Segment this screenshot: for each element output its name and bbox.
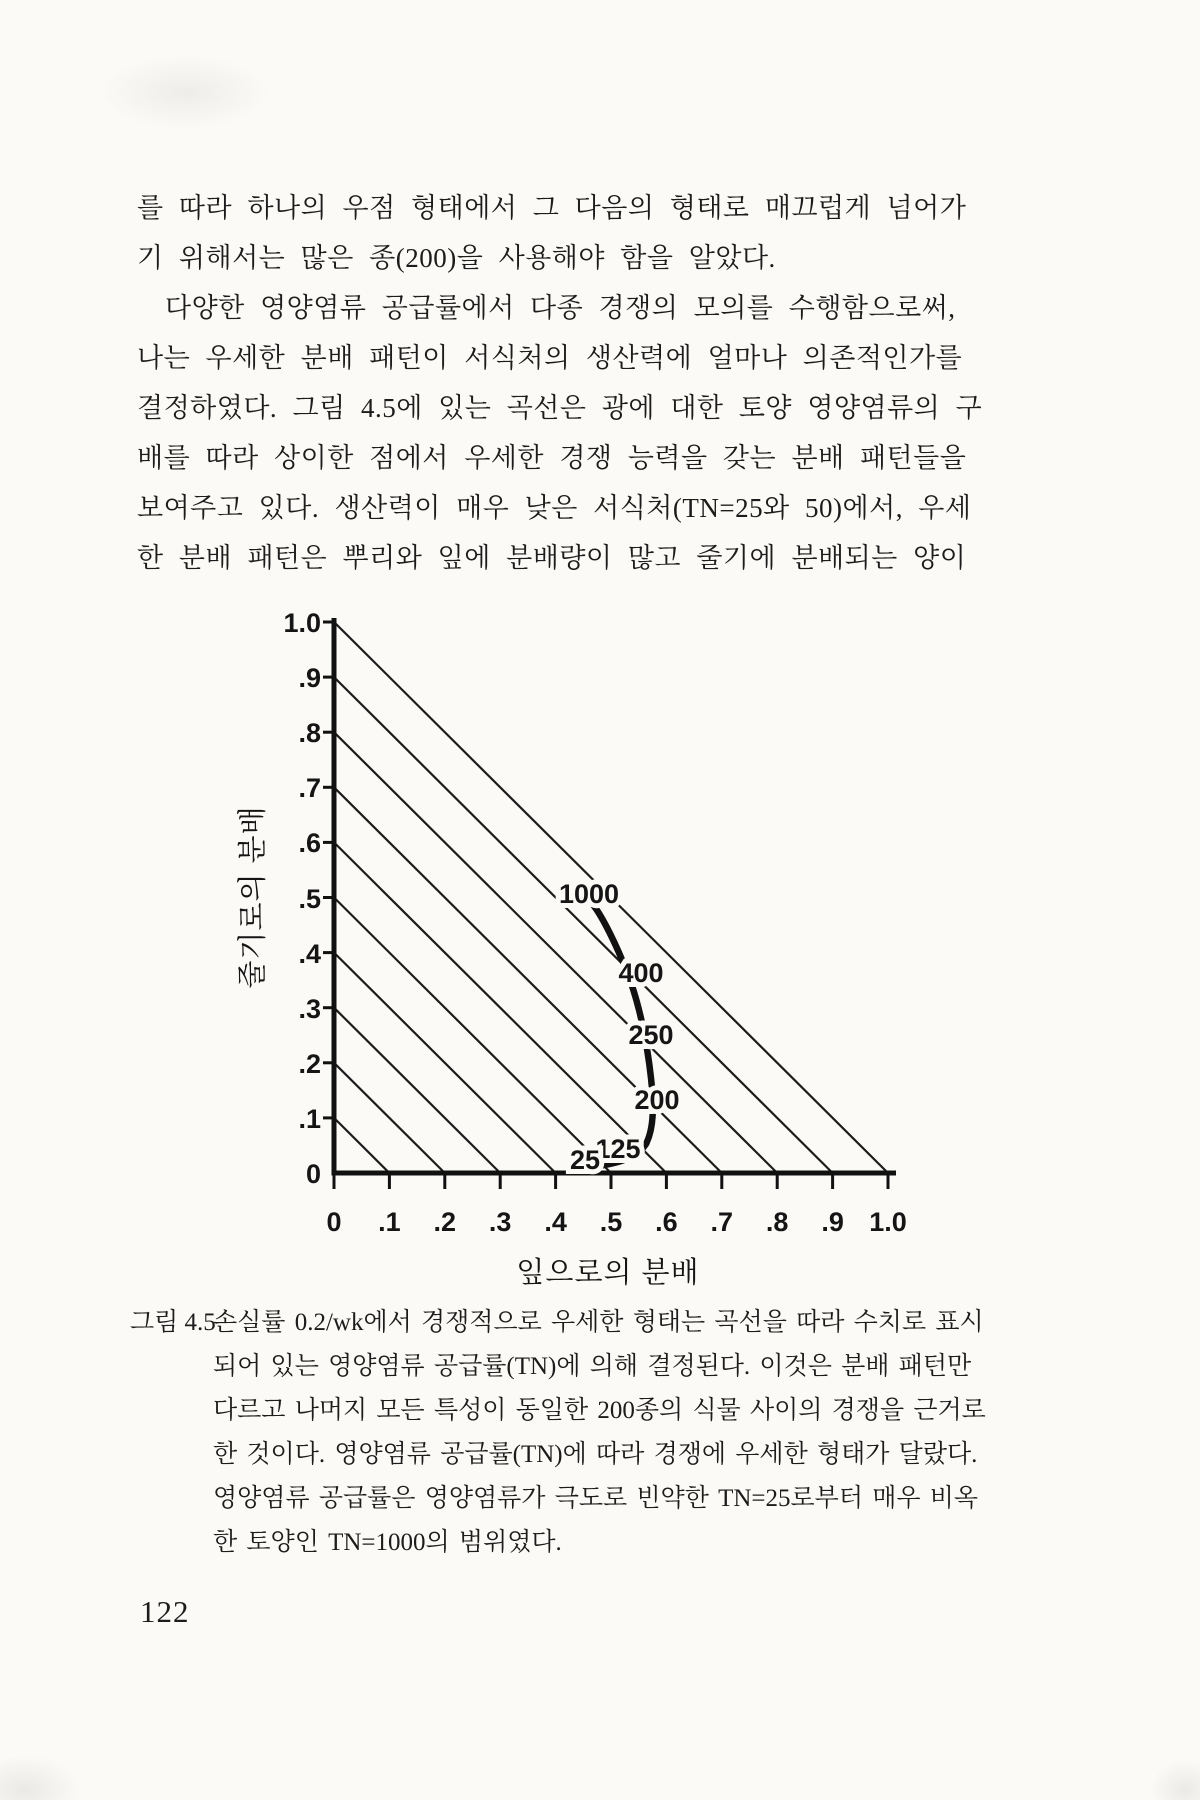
body-line: 한 분배 패턴은 뿌리와 잎에 분배량이 많고 줄기에 분배되는 양이 <box>137 543 967 573</box>
figure-caption-text <box>213 1301 1010 1565</box>
x-tick-label: .8 <box>765 1207 789 1237</box>
curve-label-25: 25 <box>569 1145 601 1175</box>
curve-label-1000: 1000 <box>558 879 620 909</box>
x-tick-label: .6 <box>655 1207 678 1237</box>
body-line: 결정하였다. 그림 4.5에 있는 곡선은 광에 대한 토양 영양염류의 구 <box>137 393 983 423</box>
x-axis-ticks <box>334 1175 888 1189</box>
x-tick-label: .1 <box>378 1207 401 1237</box>
y-tick-label: .9 <box>298 663 321 693</box>
x-axis-title: 잎으로의 분배 <box>516 1257 700 1289</box>
curve-labels <box>559 879 680 1175</box>
caption-line: 영양염류 공급률은 영양염류가 극도로 빈약한 TN=25로부터 매우 비옥 <box>213 1485 979 1512</box>
caption-line: 되어 있는 영양염류 공급률(TN)에 의해 결정된다. 이것은 분배 패턴만 <box>213 1353 972 1380</box>
caption-line: 한 것이다. 영양염류 공급률(TN)에 따라 경쟁에 우세한 형태가 달랐다. <box>213 1441 978 1468</box>
y-tick-labels <box>283 608 321 1189</box>
x-tick-label: .5 <box>599 1207 623 1237</box>
x-tick-label: 0 <box>326 1207 342 1237</box>
body-line: 보여주고 있다. 생산력이 매우 낮은 서식처(TN=25와 50)에서, 우세 <box>137 493 972 523</box>
y-tick-label: .3 <box>298 994 321 1024</box>
curve-label-125: 125 <box>595 1134 641 1164</box>
x-tick-label: .3 <box>488 1207 512 1237</box>
x-tick-label: .9 <box>821 1207 844 1237</box>
y-tick-label: .7 <box>298 773 321 803</box>
y-tick-label: 0 <box>305 1159 321 1189</box>
caption-line: 손실률 0.2/wk에서 경쟁적으로 우세한 형태는 곡선을 따라 수치로 표시 <box>213 1309 984 1336</box>
y-axis-title: 줄기로의 분배 <box>237 805 269 989</box>
curve-label-250: 250 <box>628 1020 674 1050</box>
curve-label-200: 200 <box>634 1085 680 1115</box>
caption-line: 다르고 나머지 모든 특성이 동일한 200종의 식물 사이의 경쟁을 근거로 <box>213 1397 986 1424</box>
x-tick-label: .2 <box>433 1207 457 1237</box>
body-line: 나는 우세한 분배 패턴이 서식처의 생산력에 얼마나 의존적인가를 <box>137 343 963 373</box>
x-tick-label: .4 <box>544 1207 567 1237</box>
y-tick-label: 1.0 <box>283 608 321 638</box>
y-tick-label: .2 <box>298 1049 321 1079</box>
x-tick-labels <box>326 1207 906 1237</box>
y-tick-label: .6 <box>298 828 321 858</box>
y-tick-label: .8 <box>298 718 321 748</box>
page-number: 122 <box>140 1594 190 1629</box>
body-line: 를 따라 하나의 우점 형태에서 그 다음의 형태로 매끄럽게 넘어가 <box>137 193 967 223</box>
x-tick-label: 1.0 <box>869 1207 907 1237</box>
caption-line: 한 토양인 TN=1000의 범위였다. <box>213 1529 562 1556</box>
y-tick-label: .5 <box>298 884 321 914</box>
body-line: 기 위해서는 많은 종(200)을 사용해야 함을 알았다. <box>137 243 776 273</box>
curve-label-400: 400 <box>618 958 664 988</box>
x-tick-label: .7 <box>710 1207 734 1237</box>
body-line: 다양한 영양염류 공급률에서 다종 경쟁의 모의를 수행함으로써, <box>165 293 956 323</box>
figure-caption-label: 그림 4.5 <box>130 1309 216 1336</box>
y-tick-label: .1 <box>298 1104 321 1134</box>
body-line: 배를 따라 상이한 점에서 우세한 경쟁 능력을 갖는 분배 패턴들을 <box>137 443 967 473</box>
y-tick-label: .4 <box>298 939 321 969</box>
